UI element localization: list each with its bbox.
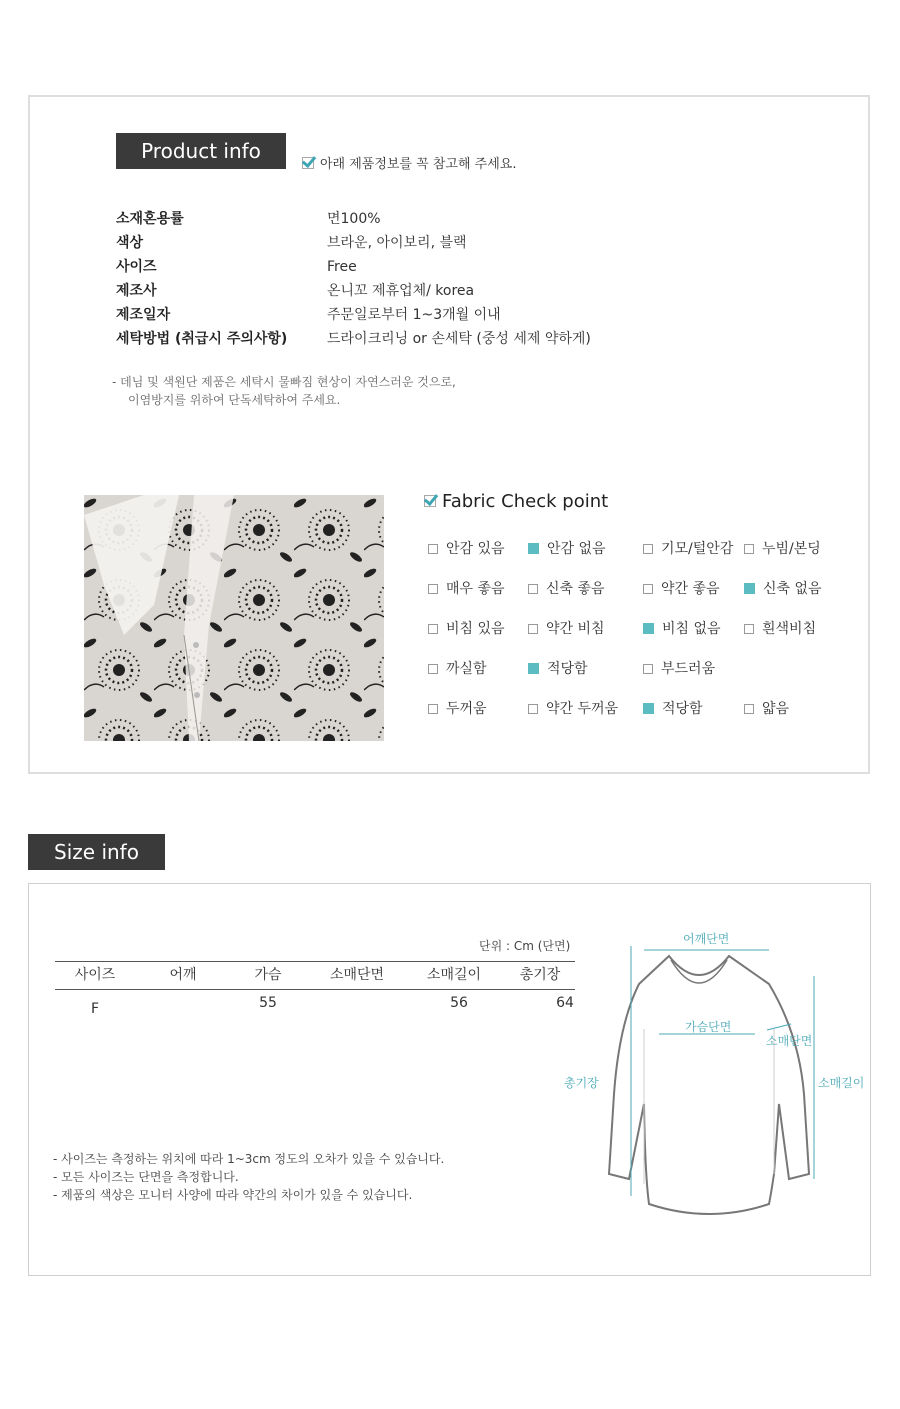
size-col-header: 가슴: [254, 967, 282, 983]
fabric-check-title-text: Fabric Check point: [442, 491, 609, 512]
fabric-option: [643, 539, 733, 559]
fabric-check-title: [424, 491, 608, 512]
fabric-option: [643, 619, 721, 639]
fabric-option: [528, 619, 605, 639]
fabric-option-label: 신축 없음: [763, 581, 822, 597]
unchecked-box-icon: [428, 544, 438, 554]
unchecked-box-icon: [428, 584, 438, 594]
product-info-tag: Product info: [116, 133, 286, 169]
info-label: 사이즈: [116, 259, 157, 275]
unchecked-box-icon: [643, 544, 653, 554]
diagram-label-sleeve-width: 소매단면: [766, 1034, 813, 1048]
fabric-option: [643, 699, 703, 719]
size-cell: 64: [556, 995, 574, 1011]
fabric-option: [428, 659, 487, 679]
fabric-option-label: 비침 없음: [662, 621, 721, 637]
fabric-option: [744, 619, 816, 639]
neckline: [671, 960, 727, 983]
fabric-option-label: 신축 좋음: [546, 581, 605, 597]
size-cell: 56: [450, 995, 468, 1011]
unchecked-box-icon: [528, 584, 538, 594]
fabric-option-label: 안감 있음: [446, 541, 505, 557]
size-note-line: - 제품의 색상은 모니터 사양에 따라 약간의 차이가 있을 수 있습니다.: [53, 1188, 413, 1202]
unchecked-box-icon: [744, 704, 754, 714]
wash-note-line2: 이염방지를 위하여 단독세탁하여 주세요.: [128, 393, 341, 407]
wash-note-line1: - 데님 및 색원단 제품은 세탁시 물빠짐 현상이 자연스러운 것으로,: [112, 375, 456, 389]
unchecked-box-icon: [528, 624, 538, 634]
unchecked-box-icon: [643, 584, 653, 594]
info-label: 제조일자: [116, 307, 171, 323]
unchecked-box-icon: [428, 624, 438, 634]
fabric-option: [643, 659, 715, 679]
fabric-option: [428, 619, 505, 639]
product-info-section: [28, 95, 870, 774]
size-col-header: 총기장: [519, 967, 561, 983]
product-notice-text: 아래 제품정보를 꼭 참고해 주세요.: [320, 157, 517, 172]
garment-measurement-diagram: [599, 924, 869, 1264]
size-col-header: 소매단면: [329, 967, 385, 983]
info-value: 주문일로부터 1~3개월 이내: [327, 307, 501, 323]
fabric-photo: [84, 495, 384, 741]
fabric-option: [528, 579, 605, 599]
unchecked-box-icon: [428, 664, 438, 674]
fabric-option-label: 비침 있음: [446, 621, 505, 637]
info-label: 세탁방법 (취급시 주의사항): [116, 331, 288, 347]
size-col-header: 소매길이: [426, 967, 482, 983]
checkmark-icon: [424, 495, 436, 507]
info-label: 색상: [116, 235, 144, 251]
fabric-option-label: 적당함: [662, 701, 703, 717]
checked-box-icon: [643, 623, 654, 634]
diagram-label-sleeve-length: 소매길이: [818, 1076, 865, 1090]
fabric-option-label: 약간 좋음: [661, 581, 720, 597]
fabric-option: [528, 539, 606, 559]
checked-box-icon: [744, 583, 755, 594]
wash-note: [112, 373, 456, 409]
size-info-tag: Size info: [28, 834, 165, 870]
fabric-option: [428, 579, 505, 599]
product-notice: [302, 153, 516, 172]
fabric-pattern-image: [84, 495, 384, 741]
table-header-rule: [55, 989, 575, 990]
unchecked-box-icon: [428, 704, 438, 714]
fabric-option-label: 안감 없음: [547, 541, 606, 557]
info-value: 온니꼬 제휴업체/ korea: [327, 283, 475, 299]
checkmark-icon: [302, 157, 314, 169]
fabric-option: [428, 539, 505, 559]
fabric-option-label: 부드러움: [661, 661, 716, 677]
info-value: Free: [327, 259, 357, 275]
fabric-option: [528, 659, 588, 679]
diagram-label-total-length: 총기장: [564, 1076, 599, 1090]
side-seams: [644, 1029, 774, 1184]
fabric-option: [528, 699, 618, 719]
unit-label: 단위 : Cm (단면): [479, 939, 571, 953]
info-value: 드라이크리닝 or 손세탁 (중성 세제 약하게): [327, 331, 591, 347]
info-label: 소재혼용률: [116, 211, 184, 227]
fabric-option-label: 흰색비침: [762, 621, 817, 637]
unchecked-box-icon: [643, 664, 653, 674]
size-note-line: - 사이즈는 측정하는 위치에 따라 1~3cm 정도의 오차가 있을 수 있습니다.: [53, 1152, 445, 1166]
fabric-option-label: 약간 비침: [546, 621, 605, 637]
info-label: 제조사: [116, 283, 157, 299]
diagram-label-shoulder: 어깨단면: [683, 932, 730, 946]
fabric-option-label: 약간 두꺼움: [546, 701, 619, 717]
unchecked-box-icon: [744, 544, 754, 554]
size-col-header: 사이즈: [74, 967, 116, 983]
fabric-option: [744, 579, 822, 599]
size-cell: F: [90, 1001, 100, 1017]
checked-box-icon: [528, 543, 539, 554]
size-note-line: - 모든 사이즈는 단면을 측정합니다.: [53, 1170, 239, 1184]
fabric-option-label: 까실함: [446, 661, 487, 677]
checked-box-icon: [528, 663, 539, 674]
diagram-label-chest: 가슴단면: [685, 1020, 732, 1034]
fabric-option: [744, 699, 789, 719]
size-cell: 55: [259, 995, 277, 1011]
size-table: [55, 961, 575, 1021]
shirt-outline: [609, 956, 809, 1214]
sleeve-width-measure-line: [767, 1024, 791, 1030]
fabric-option: [643, 579, 720, 599]
info-value: 브라운, 아이보리, 블랙: [327, 235, 467, 251]
fabric-option-label: 매우 좋음: [446, 581, 505, 597]
size-col-header: 어깨: [169, 967, 197, 983]
fabric-option-label: 적당함: [547, 661, 588, 677]
size-info-section: [28, 883, 871, 1276]
fabric-option-label: 두꺼움: [446, 701, 487, 717]
unchecked-box-icon: [744, 624, 754, 634]
info-value: 면100%: [327, 211, 381, 227]
fabric-option-label: 얇음: [762, 701, 790, 717]
fabric-option: [744, 539, 821, 559]
fabric-option-label: 누빔/본딩: [762, 541, 821, 557]
checked-box-icon: [643, 703, 654, 714]
unchecked-box-icon: [528, 704, 538, 714]
size-notes: [53, 1150, 444, 1204]
fabric-option-label: 기모/털안감: [661, 541, 734, 557]
fabric-option: [428, 699, 487, 719]
